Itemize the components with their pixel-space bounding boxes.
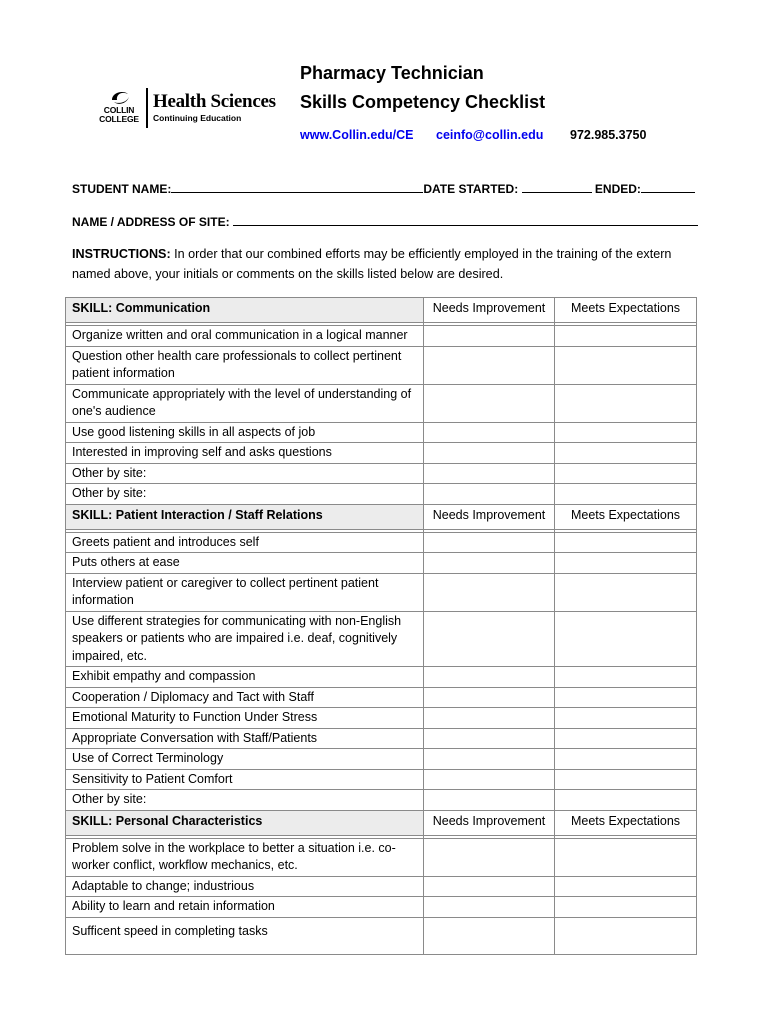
email-link[interactable]: ceinfo@collin.edu (436, 128, 544, 142)
instructions (72, 245, 712, 284)
meets-expectations-cell[interactable] (555, 917, 697, 955)
needs-improvement-cell[interactable] (424, 484, 555, 505)
needs-improvement-header: Needs Improvement (424, 810, 555, 835)
needs-improvement-cell[interactable] (424, 708, 555, 729)
logo-health-sciences: Health Sciences (153, 91, 276, 112)
skill-item: Other by site: (66, 790, 424, 811)
phone-number: 972.985.3750 (570, 128, 647, 142)
skill-item: Sensitivity to Patient Comfort (66, 769, 424, 790)
table-row (66, 897, 697, 918)
table-row (66, 749, 697, 770)
table-row (66, 532, 697, 553)
collin-swirl-icon (108, 88, 132, 106)
meets-expectations-header: Meets Expectations (555, 810, 697, 835)
table-row (66, 708, 697, 729)
site-label: NAME / ADDRESS OF SITE: (72, 215, 230, 229)
needs-improvement-cell[interactable] (424, 876, 555, 897)
table-row (66, 346, 697, 384)
site-field[interactable] (233, 214, 698, 226)
needs-improvement-cell[interactable] (424, 422, 555, 443)
table-row (66, 838, 697, 876)
meets-expectations-cell[interactable] (555, 708, 697, 729)
skill-item: Organize written and oral communication in a logical manner (66, 326, 424, 347)
meets-expectations-header: Meets Expectations (555, 504, 697, 529)
table-row (66, 384, 697, 422)
skill-item: Appropriate Conversation with Staff/Patients (66, 728, 424, 749)
table-row (66, 326, 697, 347)
skill-item: Puts others at ease (66, 553, 424, 574)
skill-item: Question other health care professionals to collect pertinent patient information (66, 346, 424, 384)
meets-expectations-cell[interactable] (555, 573, 697, 611)
needs-improvement-header: Needs Improvement (424, 504, 555, 529)
skills-checklist-table (65, 297, 697, 955)
skill-item: Communicate appropriately with the level of understanding of one's audience (66, 384, 424, 422)
skill-item: Exhibit empathy and compassion (66, 667, 424, 688)
needs-improvement-cell[interactable] (424, 790, 555, 811)
skill-item: Other by site: (66, 484, 424, 505)
website-link[interactable]: www.Collin.edu/CE (300, 128, 414, 142)
meets-expectations-cell[interactable] (555, 553, 697, 574)
meets-expectations-cell[interactable] (555, 749, 697, 770)
needs-improvement-cell[interactable] (424, 463, 555, 484)
skill-item: Problem solve in the workplace to better a situation i.e. co-worker conflict, workflow mechanics, etc. (66, 838, 424, 876)
page-title: Pharmacy Technician (300, 63, 484, 83)
table-row (66, 484, 697, 505)
meets-expectations-cell[interactable] (555, 687, 697, 708)
table-row (66, 728, 697, 749)
meets-expectations-cell[interactable] (555, 897, 697, 918)
needs-improvement-cell[interactable] (424, 326, 555, 347)
collin-health-sciences-logo (94, 88, 294, 130)
site-row (72, 214, 698, 229)
meets-expectations-cell[interactable] (555, 876, 697, 897)
needs-improvement-header: Needs Improvement (424, 298, 555, 323)
student-name-label: STUDENT NAME: (72, 182, 172, 196)
meets-expectations-cell[interactable] (555, 728, 697, 749)
skill-item: Adaptable to change; industrious (66, 876, 424, 897)
needs-improvement-cell[interactable] (424, 687, 555, 708)
table-row (66, 769, 697, 790)
student-name-field[interactable] (171, 181, 423, 193)
meets-expectations-header: Meets Expectations (555, 298, 697, 323)
meets-expectations-cell[interactable] (555, 443, 697, 464)
needs-improvement-cell[interactable] (424, 611, 555, 667)
needs-improvement-cell[interactable] (424, 573, 555, 611)
table-row (66, 553, 697, 574)
skill-item: Interested in improving self and asks questions (66, 443, 424, 464)
section-header-personal-characteristics (66, 810, 697, 835)
meets-expectations-cell[interactable] (555, 326, 697, 347)
needs-improvement-cell[interactable] (424, 728, 555, 749)
meets-expectations-cell[interactable] (555, 769, 697, 790)
skill-item: Use good listening skills in all aspects of job (66, 422, 424, 443)
meets-expectations-cell[interactable] (555, 667, 697, 688)
table-row (66, 443, 697, 464)
table-row (66, 463, 697, 484)
needs-improvement-cell[interactable] (424, 897, 555, 918)
table-row (66, 611, 697, 667)
needs-improvement-cell[interactable] (424, 346, 555, 384)
table-row (66, 876, 697, 897)
meets-expectations-cell[interactable] (555, 790, 697, 811)
instructions-text: In order that our combined efforts may be efficiently employed in the training of the extern named above, your initials or comments on the skills listed below are desired. (72, 247, 672, 281)
skill-item: Emotional Maturity to Function Under Stress (66, 708, 424, 729)
table-row (66, 917, 697, 955)
ended-field[interactable] (641, 181, 695, 193)
page-header (0, 0, 770, 170)
skill-item: Ability to learn and retain information (66, 897, 424, 918)
table-row (66, 667, 697, 688)
needs-improvement-cell[interactable] (424, 532, 555, 553)
needs-improvement-cell[interactable] (424, 917, 555, 955)
meets-expectations-cell[interactable] (555, 346, 697, 384)
section-title: SKILL: Communication (66, 298, 424, 323)
skill-item: Use different strategies for communicating with non-English speakers or patients who are impaired i.e. deaf, cognitively impaired, etc. (66, 611, 424, 667)
table-row (66, 687, 697, 708)
table-row (66, 790, 697, 811)
section-header-patient-interaction (66, 504, 697, 529)
instructions-label: INSTRUCTIONS: (72, 247, 171, 261)
skill-item: Other by site: (66, 463, 424, 484)
skill-item: Interview patient or caregiver to collect pertinent patient information (66, 573, 424, 611)
needs-improvement-cell[interactable] (424, 553, 555, 574)
needs-improvement-cell[interactable] (424, 384, 555, 422)
meets-expectations-cell[interactable] (555, 838, 697, 876)
date-started-field[interactable] (522, 181, 592, 193)
skill-item: Use of Correct Terminology (66, 749, 424, 770)
table-row (66, 573, 697, 611)
section-title: SKILL: Personal Characteristics (66, 810, 424, 835)
logo-college-text: COLLIN COLLEGE (99, 105, 139, 124)
needs-improvement-cell[interactable] (424, 838, 555, 876)
date-started-label: DATE STARTED: (423, 182, 519, 196)
skill-item: Greets patient and introduces self (66, 532, 424, 553)
skill-item: Sufficent speed in completing tasks (66, 917, 424, 955)
student-name-row (72, 181, 695, 196)
table-row (66, 422, 697, 443)
meets-expectations-cell[interactable] (555, 611, 697, 667)
section-title: SKILL: Patient Interaction / Staff Relations (66, 504, 424, 529)
meets-expectations-cell[interactable] (555, 484, 697, 505)
meets-expectations-cell[interactable] (555, 384, 697, 422)
meets-expectations-cell[interactable] (555, 463, 697, 484)
needs-improvement-cell[interactable] (424, 667, 555, 688)
meets-expectations-cell[interactable] (555, 422, 697, 443)
section-header-communication (66, 298, 697, 323)
ended-label: ENDED: (594, 182, 641, 196)
collin-college-logo-mark (94, 88, 144, 130)
logo-continuing-education: Continuing Education (153, 113, 242, 123)
needs-improvement-cell[interactable] (424, 749, 555, 770)
needs-improvement-cell[interactable] (424, 443, 555, 464)
meets-expectations-cell[interactable] (555, 532, 697, 553)
needs-improvement-cell[interactable] (424, 769, 555, 790)
logo-divider (146, 88, 148, 128)
page-subtitle: Skills Competency Checklist (300, 92, 546, 112)
skill-item: Cooperation / Diplomacy and Tact with Staff (66, 687, 424, 708)
